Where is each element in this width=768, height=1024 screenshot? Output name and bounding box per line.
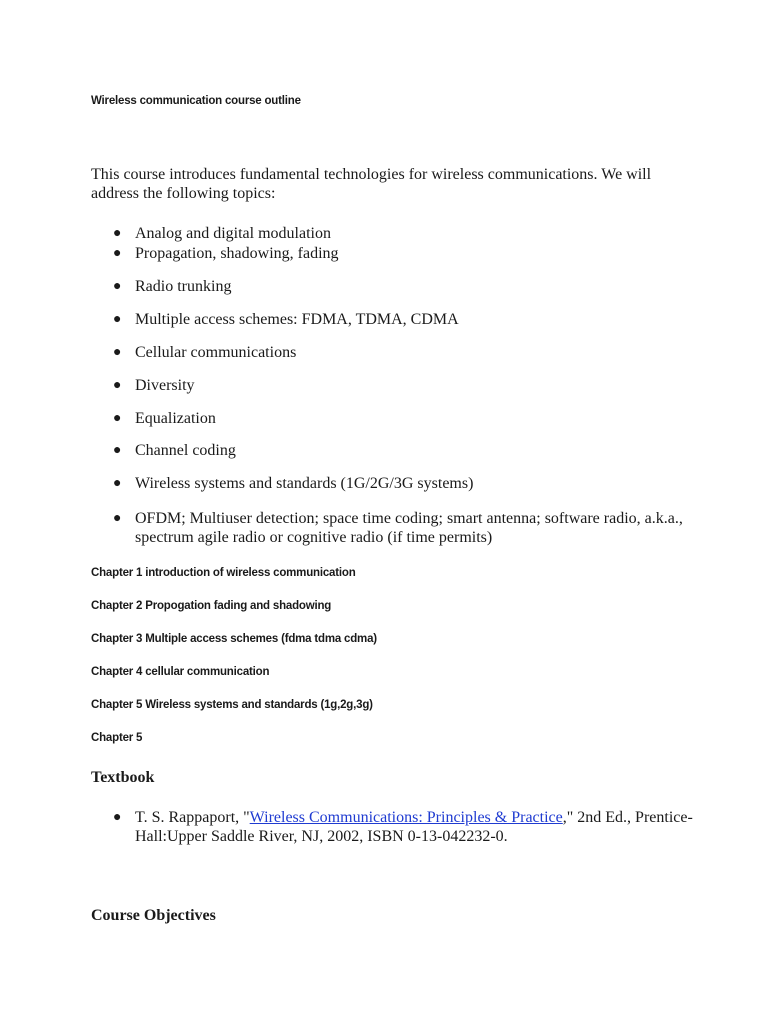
bullet-icon: ●: [113, 511, 122, 526]
chapter-line: Chapter 5 Wireless systems and standards (1g,2g,3g): [91, 699, 373, 711]
document-title: Wireless communication course outline: [91, 95, 301, 107]
reference-prefix: T. S. Rappaport, ": [135, 809, 250, 826]
bullet-icon: ●: [113, 345, 122, 360]
chapter-line: Chapter 3 Multiple access schemes (fdma tdma cdma): [91, 633, 377, 645]
bullet-icon: ●: [113, 443, 122, 458]
list-item: ● Radio trunking: [113, 278, 232, 295]
list-item: ● Equalization: [113, 410, 216, 427]
chapter-line: Chapter 4 cellular communication: [91, 666, 270, 678]
bullet-icon: ●: [113, 810, 122, 825]
chapter-line: Chapter 1 introduction of wireless communication: [91, 567, 356, 579]
bullet-icon: ●: [113, 312, 122, 327]
textbook-heading: Textbook: [91, 769, 155, 786]
list-item: ● Wireless systems and standards (1G/2G/3G systems): [113, 475, 474, 492]
list-item: ● Channel coding: [113, 442, 236, 459]
chapter-line: Chapter 2 Propogation fading and shadowing: [91, 600, 332, 612]
textbook-link[interactable]: Wireless Communications: Principles & Practice: [249, 809, 563, 826]
intro-paragraph: This course introduces fundamental technologies for wireless communications. We will address the following topics:: [91, 166, 652, 202]
reference-suffix: ," 2nd Ed., Prentice-Hall:Upper Saddle River, NJ, 2002, ISBN 0-13-042232-0.: [135, 809, 693, 845]
bullet-icon: ●: [113, 226, 122, 241]
list-item: ● Analog and digital modulation: [113, 225, 331, 242]
list-item: ● Cellular communications: [113, 344, 297, 361]
bullet-icon: ●: [113, 411, 122, 426]
course-objectives-heading: Course Objectives: [91, 907, 216, 924]
textbook-reference: [91, 808, 691, 848]
chapter-line: Chapter 5: [91, 732, 143, 744]
bullet-icon: ●: [113, 378, 122, 393]
bullet-icon: ●: [113, 279, 122, 294]
bullet-icon: ●: [113, 246, 122, 261]
list-item: ● OFDM; Multiuser detection; space time coding; smart antenna; software radio, a.k.a., spectrum agile radio or cognitive radio (if time permits): [113, 510, 683, 546]
list-item: ● Multiple access schemes: FDMA, TDMA, CDMA: [113, 311, 459, 328]
list-item: ● Diversity: [113, 377, 195, 394]
bullet-icon: ●: [113, 476, 122, 491]
list-item: ● Propagation, shadowing, fading: [113, 245, 339, 262]
